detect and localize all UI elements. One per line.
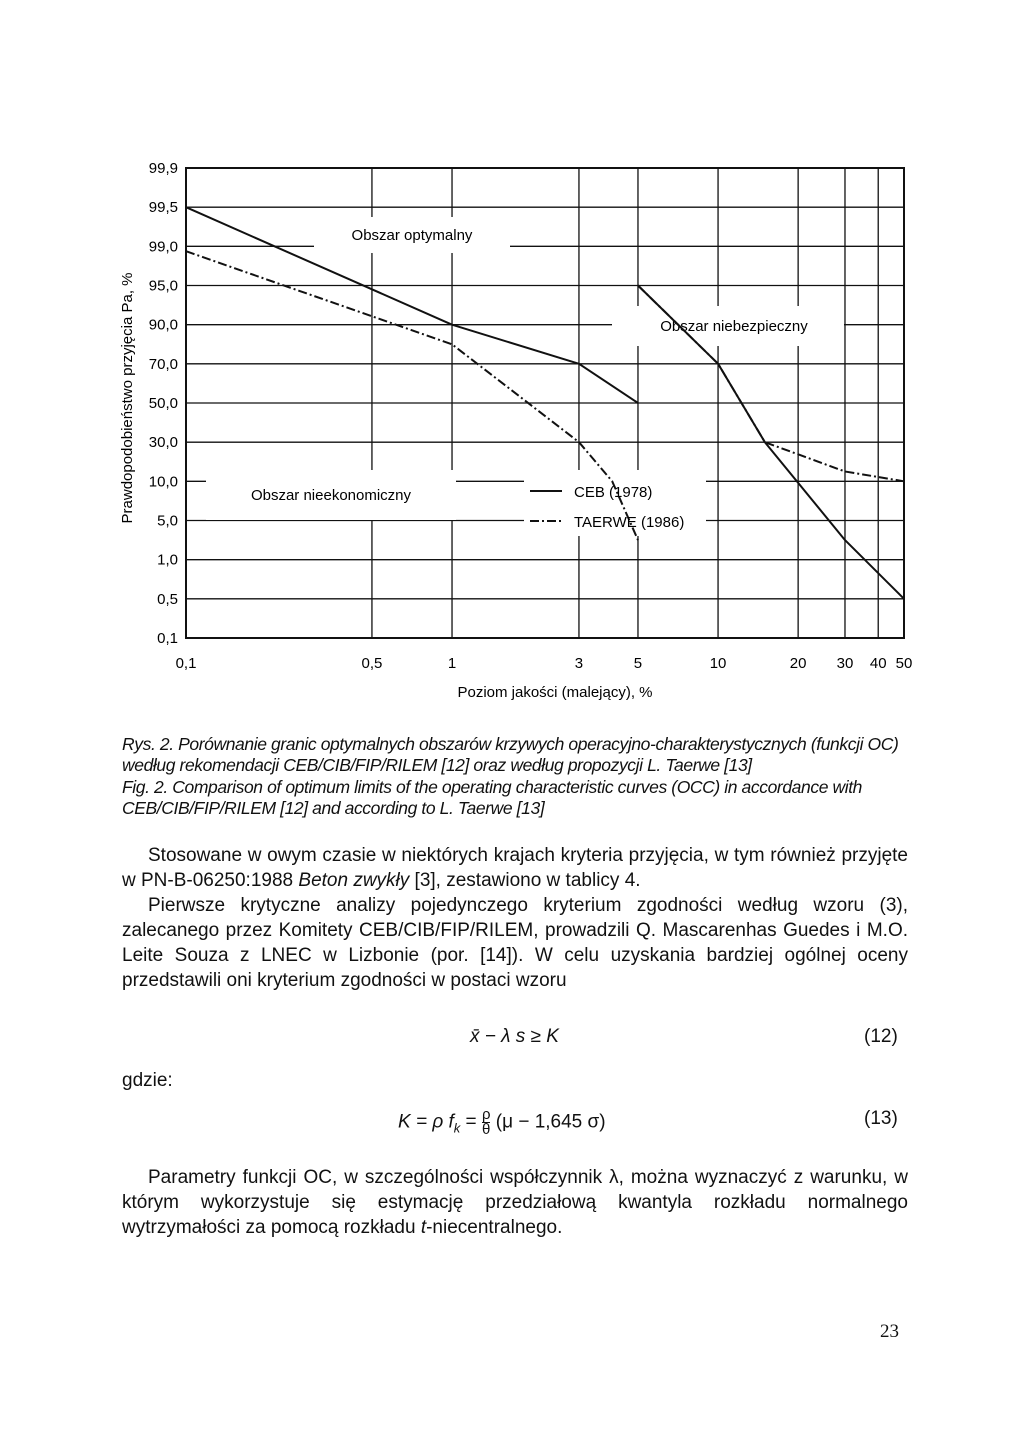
y-tick-label-5: 70,0 (148, 355, 178, 373)
y-tick-label-11: 0,5 (157, 590, 178, 608)
standard-title: Beton zwykły (298, 870, 410, 891)
gdzie-label: gdzie: (122, 1070, 173, 1091)
equation-12-number: (12) (864, 1026, 898, 1047)
paragraph-3-tail: -niecentralnego. (426, 1217, 563, 1238)
y-tick-label-7: 30,0 (148, 434, 178, 452)
y-tick-label-3: 95,0 (148, 277, 178, 295)
x-tick-label-6: 20 (789, 655, 807, 672)
body-text-upper (122, 843, 908, 993)
fraction-denominator: θ (482, 1121, 491, 1138)
x-axis-label: Poziom jakości (malejący), % (457, 684, 653, 701)
paragraph-1-tail: [3], zestawiono w tablicy 4. (409, 870, 641, 891)
y-tick-label-6: 50,0 (148, 395, 178, 412)
equation-13-right: (μ − 1,645 σ) (490, 1111, 606, 1133)
equation-13-equals: = (460, 1111, 482, 1133)
oc-curves-figure (0, 0, 1024, 710)
y-tick-label-0: 99,9 (148, 160, 178, 177)
y-tick-labels (149, 160, 178, 647)
y-tick-label-10: 1,0 (157, 551, 178, 569)
y-tick-label-2: 99,0 (148, 238, 178, 256)
dangerous-region-label: Obszar niebezpieczny (660, 318, 808, 335)
optimal-region-label: Obszar optymalny (351, 227, 473, 244)
paragraph-2: Pierwsze krytyczne analizy pojedynczego kryterium zgodności według wzoru (3), zalecanego przez Komitety CEB/CIB/FIP/RILEM, prowadzili Q. Mascarenhas Guedes i M.O. Leite Souza z LNEC w Lizbonie (por. [14]). W celu uzyskania bardziej ogólnej oceny przedstawili oni kryterium zgodności w postaci wzoru (122, 895, 908, 991)
x-tick-label-7: 30 (836, 655, 854, 672)
equation-13-subscript: k (453, 1120, 461, 1136)
equation-12: x̄ − λ s ≥ K (470, 1026, 559, 1047)
equation-13 (398, 1108, 606, 1137)
figure-caption-en: Fig. 2. Comparison of optimum limits of the operating characteristic curves (OCC) in accordance with CEB/CIB/FIP/RILEM [12] and according to L. Taerwe [13] (122, 777, 863, 818)
t-symbol: t (420, 1217, 427, 1238)
y-tick-label-9: 5,0 (157, 512, 178, 530)
chart-grid (186, 168, 904, 638)
x-tick-label-9: 50 (895, 655, 913, 672)
body-text-lower (122, 1165, 908, 1240)
x-tick-label-3: 3 (574, 655, 584, 672)
x-tick-label-4: 5 (633, 655, 643, 672)
x-tick-label-1: 0,5 (361, 655, 383, 672)
legend-label-taerwe: TAERWE (1986) (574, 514, 685, 531)
y-tick-label-4: 90,0 (148, 316, 178, 334)
equation-13-left: K = ρ f (398, 1111, 454, 1133)
x-tick-label-0: 0,1 (175, 655, 197, 672)
x-tick-label-8: 40 (869, 655, 887, 672)
y-tick-label-1: 99,5 (148, 199, 178, 217)
equation-13-number: (13) (864, 1108, 898, 1129)
uneconomic-region-label: Obszar nieekonomiczny (250, 487, 412, 504)
y-tick-label-12: 0,1 (157, 630, 178, 647)
x-tick-label-5: 10 (709, 655, 727, 672)
x-tick-labels (176, 655, 913, 672)
x-tick-label-2: 1 (447, 655, 457, 672)
fraction-numerator: ρ (481, 1106, 491, 1123)
figure-caption-pl: Rys. 2. Porównanie granic optymalnych obszarów krzywych operacyjno-charakterystycznych (funkcji OC) według rekomendacji CEB/CIB/FIP/RILEM [12] oraz według propozycji L. Taerwe [13] (122, 734, 899, 775)
paragraph-1 (122, 843, 908, 893)
legend-label-ceb: CEB (1978) (574, 484, 653, 501)
paragraph-3-text: Parametry funkcji OC, w szczególności współczynnik λ, można wyznaczyć z warunku, w którym wykorzystuje się estymację przedziałową kwantyla rozkładu normalnego wytrzymałości za pomocą rozkładu (122, 1167, 908, 1238)
paragraph-1-text: Stosowane w owym czasie w niektórych krajach kryteria przyjęcia, w tym również przyjęte w PN-B-06250:1988 (122, 845, 908, 891)
page-number: 23 (880, 1321, 899, 1342)
y-axis-label: Prawdopodobieństwo przyjęcia Pa, % (119, 272, 136, 524)
y-tick-label-8: 10,0 (148, 473, 178, 491)
paragraph-3 (122, 1165, 908, 1240)
